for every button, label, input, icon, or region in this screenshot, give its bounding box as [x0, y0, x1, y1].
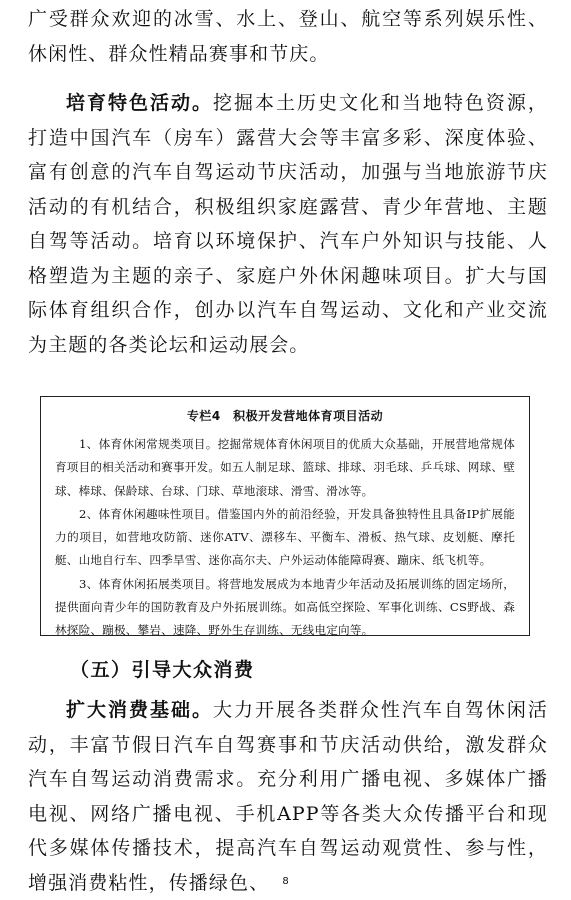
- activity-lead: 培育特色活动。: [66, 92, 213, 114]
- column-box-item-3: 3、体育休闲拓展类项目。将营地发展成为本地青少年活动及拓展训练的固定场所，提供面向青少年的国防教育及户外拓展训练。如高低空探险、军事化训练、CS野战、森林探险、蹦极、攀岩、速降、野外生存训练、无线电定向等。: [55, 576, 515, 638]
- top-paragraph: [28, 2, 548, 71]
- activity-paragraph: [28, 86, 548, 362]
- consumption-paragraph: [28, 693, 548, 900]
- column-box-title: 专栏4 积极开发营地体育项目活动: [186, 409, 384, 423]
- column-box-item-1: 1、体育休闲常规类项目。挖掘常规体育休闲项目的优质大众基础，开展营地常规体育项目的相关活动和赛事开发。如五人制足球、篮球、排球、羽毛球、乒乓球、网球、壁球、棒球、保龄球、台球、门球、草地滚球、滑雪、滑冰等。: [55, 437, 515, 498]
- top-paragraph-text: 广受群众欢迎的冰雪、水上、登山、航空等系列娱乐性、休闲性、群众性精品赛事和节庆。: [28, 8, 548, 65]
- consumption-lead: 扩大消费基础。: [66, 699, 213, 721]
- activity-text: 挖掘本土历史文化和当地特色资源，打造中国汽车（房车）露营大会等丰富多彩、深度体验、富有创意的汽车自驾运动节庆活动，加强与当地旅游节庆活动的有机结合，积极组织家庭露营、青少年营地、主题自驾等活动。培育以环境保护、汽车户外知识与技能、人格塑造为主题的亲子、家庭户外休闲趣味项目。扩大与国际体育组织合作，创办以汽车自驾运动、文化和产业交流为主题的各类论坛和运动展会。: [28, 92, 548, 356]
- column-box: [40, 396, 530, 636]
- section-heading: （五）引导大众消费: [70, 659, 255, 681]
- page-number: 8: [282, 876, 289, 887]
- consumption-text: 大力开展各类群众性汽车自驾休闲活动，丰富节假日汽车自驾赛事和节庆活动供给，激发群众汽车自驾运动消费需求。充分利用广播电视、多媒体广播电视、网络广播电视、手机APP等各类大众传播平台和现代多媒体传播技术，提高汽车自驾运动观赏性、参与性，增强消费粘性，传播绿色、: [28, 699, 548, 894]
- column-box-item-2: 2、体育休闲趣味性项目。借鉴国内外的前沿经验，开发具备独特性且具备IP扩展能力的项目，如营地攻防箭、迷你ATV、漂移车、平衡车、滑板、热气球、皮划艇、摩托艇、山地自行车、四季旱雪、迷你高尔夫、户外运动体能障碍赛、蹦床、纸飞机等。: [55, 506, 515, 568]
